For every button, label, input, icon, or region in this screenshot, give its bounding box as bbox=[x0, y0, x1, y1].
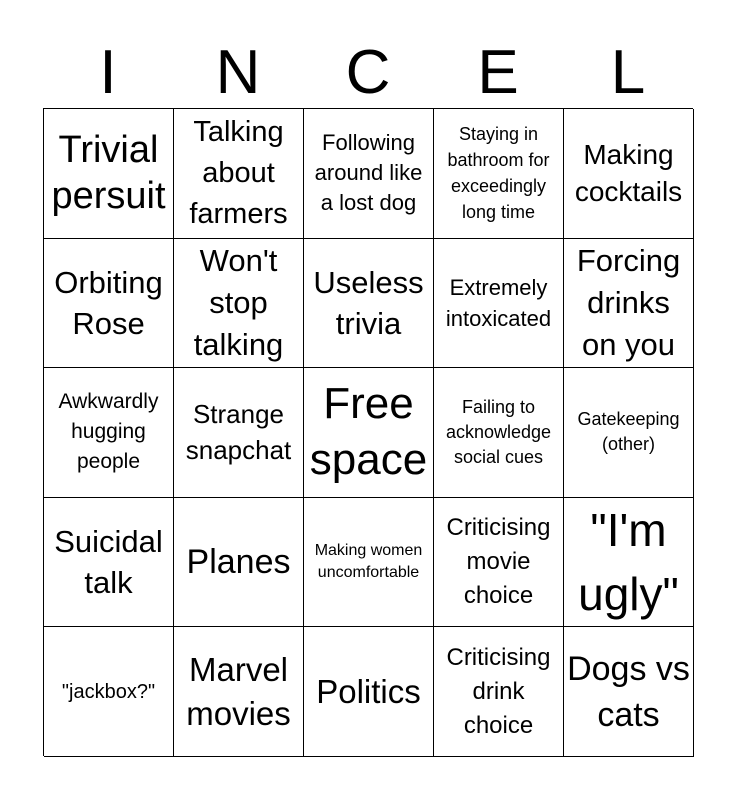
cell-text: Awkwardly hugging people bbox=[58, 390, 159, 474]
bingo-cell[interactable] bbox=[434, 498, 564, 628]
bingo-cell[interactable] bbox=[564, 368, 694, 498]
bingo-cell[interactable] bbox=[564, 239, 694, 369]
cell-text: Orbiting Rose bbox=[54, 264, 163, 341]
bingo-cell[interactable] bbox=[174, 239, 304, 369]
bingo-cell[interactable] bbox=[44, 239, 174, 369]
bingo-cell[interactable] bbox=[434, 368, 564, 498]
bingo-cell[interactable] bbox=[304, 239, 434, 369]
cell-text: Following around like a lost dog bbox=[314, 130, 423, 216]
cell-text: "jackbox?" bbox=[61, 680, 156, 703]
header-letter-n: N bbox=[215, 38, 261, 107]
cell-text: Gatekeeping (other) bbox=[577, 409, 680, 455]
bingo-header bbox=[43, 38, 693, 108]
bingo-cell[interactable] bbox=[304, 109, 434, 239]
bingo-cell[interactable] bbox=[434, 627, 564, 757]
cell-text: Politics bbox=[316, 672, 421, 710]
cell-text: Marvel movies bbox=[186, 650, 291, 732]
bingo-cell[interactable] bbox=[174, 498, 304, 628]
bingo-cell[interactable] bbox=[434, 109, 564, 239]
cell-text: Talking about farmers bbox=[189, 115, 288, 230]
bingo-cell[interactable] bbox=[564, 109, 694, 239]
bingo-cell[interactable] bbox=[44, 627, 174, 757]
header-letter-e: E bbox=[477, 38, 519, 107]
cell-text: Staying in bathroom for exceedingly long time bbox=[447, 124, 550, 223]
bingo-cell[interactable] bbox=[174, 109, 304, 239]
bingo-cell[interactable] bbox=[44, 368, 174, 498]
cell-text: Won't stop talking bbox=[193, 242, 284, 362]
bingo-board bbox=[43, 108, 693, 756]
header-letter-i: I bbox=[99, 38, 117, 107]
bingo-cell[interactable] bbox=[44, 498, 174, 628]
cell-text: Useless trivia bbox=[313, 264, 424, 341]
bingo-cell[interactable] bbox=[564, 498, 694, 628]
bingo-cell[interactable] bbox=[304, 627, 434, 757]
cell-text: Criticising movie choice bbox=[446, 514, 551, 610]
bingo-cell[interactable] bbox=[174, 627, 304, 757]
cell-text: Suicidal talk bbox=[54, 524, 163, 601]
cell-text: "I'm ugly" bbox=[578, 504, 679, 621]
cell-text: Failing to acknowledge social cues bbox=[445, 396, 552, 467]
bingo-cell[interactable] bbox=[174, 368, 304, 498]
cell-text: Strange snapchat bbox=[185, 399, 292, 466]
free-space-text: Free space bbox=[309, 379, 428, 485]
cell-text: Extremely intoxicated bbox=[445, 274, 552, 331]
free-space-cell[interactable] bbox=[304, 368, 434, 498]
bingo-cell[interactable] bbox=[44, 109, 174, 239]
cell-text: Forcing drinks on you bbox=[576, 242, 681, 362]
cell-text: Criticising drink choice bbox=[446, 643, 551, 739]
cell-text: Planes bbox=[186, 543, 291, 582]
cell-text: Trivial persuit bbox=[51, 129, 166, 218]
header-letter-l: L bbox=[610, 38, 646, 107]
bingo-cell[interactable] bbox=[564, 627, 694, 757]
bingo-cell[interactable] bbox=[304, 498, 434, 628]
header-letter-c: C bbox=[345, 38, 391, 107]
cell-text: Making cocktails bbox=[574, 139, 683, 208]
bingo-cell[interactable] bbox=[434, 239, 564, 369]
cell-text: Dogs vs cats bbox=[567, 649, 690, 734]
cell-text: Making women uncomfortable bbox=[314, 542, 423, 582]
